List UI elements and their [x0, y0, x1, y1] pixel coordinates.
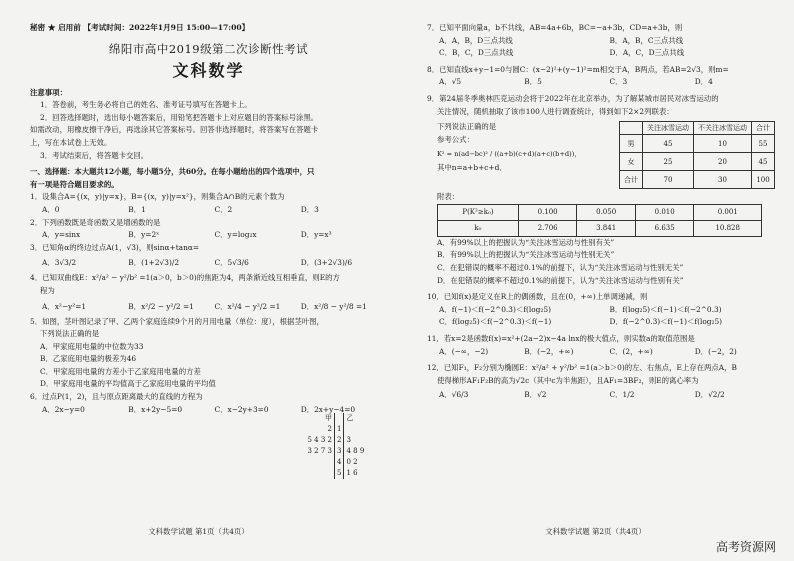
q10-options-row1 [427, 304, 780, 317]
stem-value: 5 [335, 468, 344, 479]
q11-opt-c: C．(2，+∞) [609, 346, 653, 356]
q1-stem: 1．设集合A={(x，y)|y=x}，B={(x，y)|y=x²}，则集合A∩B的元素个数为 [30, 192, 285, 202]
q4-opt-c: C．x²/4 − y²/2 =1 [214, 301, 281, 311]
ct-cell: 10 [694, 135, 752, 153]
q7-opt-b: B．A，B，C三点共线 [609, 35, 684, 45]
stem-leaf-right: 0 2 [346, 458, 358, 466]
q9-block [427, 121, 780, 189]
q5-opt-a: A．甲家庭用电量的中位数为33 [40, 341, 144, 351]
q7-options-row2 [427, 47, 780, 60]
contingency-table [619, 121, 775, 189]
watermark: 高考资源网 [715, 540, 776, 554]
q3-opt-b: B．(1+2√3)/2 [128, 258, 180, 268]
stem-value: 3 [335, 446, 344, 457]
q12-opt-c: C．1/2 [609, 390, 635, 400]
q1-opt-a: A．0 [42, 204, 60, 214]
q4-opt-d: D．x²/8 − y²/8 =1 [300, 301, 367, 311]
q10-stem: 10．已知f(x)是定义在R上的偶函数，且在(0，+∞)上单调递减，则 [427, 292, 648, 302]
page-1-footer: 文科数学试题 第1页（共4页） [148, 527, 249, 536]
q8-opt-c: C．3 [609, 77, 628, 87]
stem-leaf-right: 4 8 9 [346, 447, 365, 455]
q12-opt-a: A．√6/3 [439, 390, 469, 400]
q5-opt-b: B．乙家庭用电量的极差为46 [40, 354, 137, 364]
q3-stem: 3．已知角α的终边过点A(1，√3)，则sinα+tanα= [30, 242, 200, 252]
page-2-footer: 文科数学试题 第2页（共4页） [545, 527, 646, 536]
stem-leaf-left [296, 468, 335, 479]
cv-cell: 6.635 [635, 220, 694, 236]
q1-opt-d: D．3 [300, 204, 319, 214]
q7-opt-d: D．A，C，D三点共线 [609, 48, 685, 58]
q7-opt-c: C．B，C，D三点共线 [439, 48, 514, 58]
q8-stem: 8．已知直线x+y−1=0与圆C：(x−2)²+(y−1)²=m相交于A，B两点，若AB=2√3，则m= [427, 64, 729, 74]
q2-opt-c: C．y=log₂x [214, 230, 257, 240]
q1-opt-b: B．1 [128, 204, 146, 214]
q9-stem-cont: 关注情况，随机抽取了该市100人进行调查统计，得到如下2×2列联表： [437, 106, 674, 116]
q12-opt-d: D．√2/2 [694, 390, 725, 400]
q9-formula-label: 参考公式： [437, 134, 474, 144]
stem-value: 4 [335, 457, 344, 468]
q2-stem: 2．下列函数既是奇函数又是增函数的是 [30, 217, 161, 227]
cv-cell: k₀ [438, 220, 519, 236]
ct-cell: 20 [694, 153, 752, 171]
stem-leaf-left [296, 457, 335, 468]
exam-header: 秘密 ★ 启用前 【考试时间：2022年1月9日 15:00—17:00】 [30, 23, 250, 32]
cv-cell: 10.828 [694, 220, 762, 236]
q9-opt-c: C．在犯错误的概率不超过0.1%的前提下，认为“关注冰雪运动与性别无关” [437, 262, 684, 272]
ct-cell: 100 [752, 171, 775, 189]
ct-head: 关注冰雪运动 [643, 122, 694, 135]
q9-opt-d: D．在犯错误的概率不超过0.1%的前提下，认为“关注冰雪运动与性别有关” [437, 275, 684, 285]
cv-cell: 0.100 [518, 204, 577, 220]
note-2: 2．回答选择题时，选出每小题答案后，用铅笔把答题卡上对应题目的答案标号涂黑。 [40, 112, 319, 122]
section-1-title: 一、选择题：本大题共12小题，每小题5分，共60分。在每小题给出的四个选项中，只 [30, 167, 315, 177]
q8-opt-d: D．4 [694, 77, 713, 87]
q10-opt-a: A．f(−1)＜f(−2^0.3)＜f(log₂5) [439, 304, 551, 314]
q3-opt-a: A．3√3/2 [42, 258, 77, 268]
q12-opt-b: B．√2 [524, 390, 547, 400]
q5-stem-cont: 下列说法正确的是 [40, 329, 100, 339]
cv-cell: P(K²≥k₀) [438, 204, 519, 220]
q9-prompt: 下列说法正确的是 [437, 122, 497, 132]
q5-opt-d: D．甲家庭用电量的平均值高于乙家庭用电量的平均值 [40, 379, 216, 389]
q10-opt-d: D．f(−2^0.3)＜f(−1)＜f(log₂5) [609, 317, 723, 327]
stem-leaf-right [344, 424, 379, 435]
ct-head: 不关注冰雪运动 [694, 122, 752, 135]
stem-value: 1 [335, 424, 344, 435]
q12-stem: 12．已知F₁，F₂分别为椭圆E：x²/a² + y²/b² =1(a＞b＞0)的左、右焦点，E上存在两点A，B [427, 363, 737, 373]
ct-cell: 45 [643, 135, 694, 153]
q8-options [427, 76, 780, 89]
ct-cell: 男 [620, 135, 643, 153]
q2-opt-b: B．y=2ˣ [128, 230, 160, 240]
notes-title: 注意事项： [30, 87, 67, 97]
q3-options [30, 254, 387, 272]
stem-leaf-right: 3 [346, 436, 351, 444]
q7-opt-a: A．A，B，D三点共线 [439, 35, 513, 45]
note-3: 3．考试结束后，将答题卡交回。 [40, 150, 149, 160]
school-title: 绵阳市高中2019级第二次诊断性考试 [108, 41, 309, 56]
q2-opt-a: A．y=sinx [42, 230, 81, 240]
cv-cell: 0.010 [635, 204, 694, 220]
ct-cell: 合计 [620, 171, 643, 189]
ct-cell: 女 [620, 153, 643, 171]
q5-stem: 5．如图，茎叶图记录了甲、乙两个家庭连续9个月的月用电量（单位：度），根据茎叶图， [30, 316, 324, 326]
q9-formula-note: 其中n=a+b+c+d． [437, 163, 507, 173]
q9-stem: 9．第24届冬季奥林匹克运动会将于2022年在北京举办，为了解某城市居民对冰雪运动的 [427, 93, 719, 103]
ct-head-blank [620, 122, 643, 135]
ct-cell: 55 [752, 135, 775, 153]
stem-leaf-left: 2 [327, 425, 332, 433]
q8-opt-b: B．5 [524, 77, 542, 87]
ct-cell: 25 [643, 153, 694, 171]
q3-opt-c: C．5√3/6 [214, 258, 249, 268]
q9-opt-b: B．有99%以上的把握认为“关注冰雪运动与性别无关” [437, 250, 615, 260]
stem-leaf-plot [296, 413, 378, 479]
q6-opt-b: B．x+2y−5=0 [128, 404, 183, 414]
q10-opt-b: B．f(log₂5)＜f(−1)＜f(−2^0.3) [609, 304, 722, 314]
critical-value-table [437, 204, 762, 237]
q4-options [30, 298, 387, 316]
q10-options-row2 [427, 316, 780, 329]
q6-opt-d: D．2x+y−4=0 [300, 404, 356, 414]
stem-leaf-left: 3 2 7 3 [307, 447, 332, 455]
q3-opt-d: D．(3+2√3)/6 [300, 258, 353, 268]
q9-formula: K² = n(ad−bc)² / ((a+b)(c+d)(a+c)(b+d))， [437, 150, 581, 159]
subject-title: 文科数学 [172, 60, 245, 80]
ct-cell: 70 [643, 171, 694, 189]
q7-options-row1 [427, 35, 780, 48]
q9-appendix-label: 附表： [437, 192, 460, 202]
ct-head: 合计 [752, 122, 775, 135]
stem-leaf-left: 5 4 3 2 [307, 436, 332, 444]
q6-opt-c: C．x−2y+3=0 [214, 404, 269, 414]
cv-cell: 0.050 [577, 204, 636, 220]
q9-left [427, 121, 615, 189]
q1-options [30, 204, 387, 217]
page-2 [397, 0, 794, 561]
q1-opt-c: C．2 [214, 204, 233, 214]
q4-stem: 4．已知双曲线E：x²/a² − y²/b² =1(a＞0，b＞0)的焦距为4，两条渐近线互相垂直，则E的方 [30, 273, 340, 283]
q5-opt-c: C．甲家庭用电量的方差小于乙家庭用电量的方差 [40, 366, 201, 376]
stem-leaf-right: 1 6 [346, 469, 358, 477]
q7-stem: 7．已知平面向量a，b不共线，AB=4a+6b，BC=−a+3b，CD=a+3b，则 [427, 23, 683, 32]
cv-cell: 2.706 [518, 220, 577, 236]
cv-cell: 3.841 [577, 220, 636, 236]
q8-opt-a: A．√5 [439, 77, 462, 87]
q2-opt-d: D．y=x³ [300, 230, 332, 240]
q2-options [30, 229, 387, 242]
section-1-title-cont: 有一项是符合题目要求的。 [30, 179, 119, 189]
stem-header-yi: 乙 [346, 414, 354, 422]
q9-opt-a: A．有99%以上的把握认为“关注冰雪运动与性别有关” [437, 237, 615, 247]
q11-opt-a: A．(−∞，−2) [439, 346, 489, 356]
note-2-cont2: 上，写在本试卷上无效。 [30, 137, 112, 147]
q6-opt-a: A．2x−y=0 [42, 404, 85, 414]
q6-stem: 6．过点P(1，2)，且与原点距离最大的直线的方程为 [30, 392, 203, 402]
cv-cell: 0.001 [694, 204, 762, 220]
q4-opt-b: B．x²/2 − y²/2 =1 [128, 301, 194, 311]
note-2-cont: 如需改动，用橡皮擦干净后，再选涂其它答案标号。回答非选择题时，将答案写在答题卡 [30, 125, 319, 135]
ct-cell: 45 [752, 153, 775, 171]
q11-stem: 11．若x=2是函数f(x)=x²+(2a−2)x−4a lnx的极大值点，则实数a的取值范围是 [427, 333, 695, 343]
q11-options [427, 346, 780, 359]
q12-stem-cont: 使得梯形AF₁F₂B的高为√2c（其中c为半焦距），且AF₁=3BF₂，则E的离心率为 [437, 375, 699, 385]
q11-opt-b: B．(−2，+∞) [524, 346, 574, 356]
q11-opt-d: D．(−2，2) [694, 346, 737, 356]
q10-opt-c: C．f(log₂5)＜f(−2^0.3)＜f(−1) [439, 317, 552, 327]
ct-cell: 30 [694, 171, 752, 189]
note-1: 1．答卷前，考生务必将自己的姓名、准考证号填写在答题卡上。 [40, 100, 252, 110]
q4-opt-a: A．x²−y²=1 [42, 301, 87, 311]
q4-stem-cont: 程为 [40, 285, 55, 295]
q12-options [427, 387, 780, 403]
stem-header-jia: 甲 [325, 414, 332, 422]
stem-value: 2 [335, 435, 344, 446]
